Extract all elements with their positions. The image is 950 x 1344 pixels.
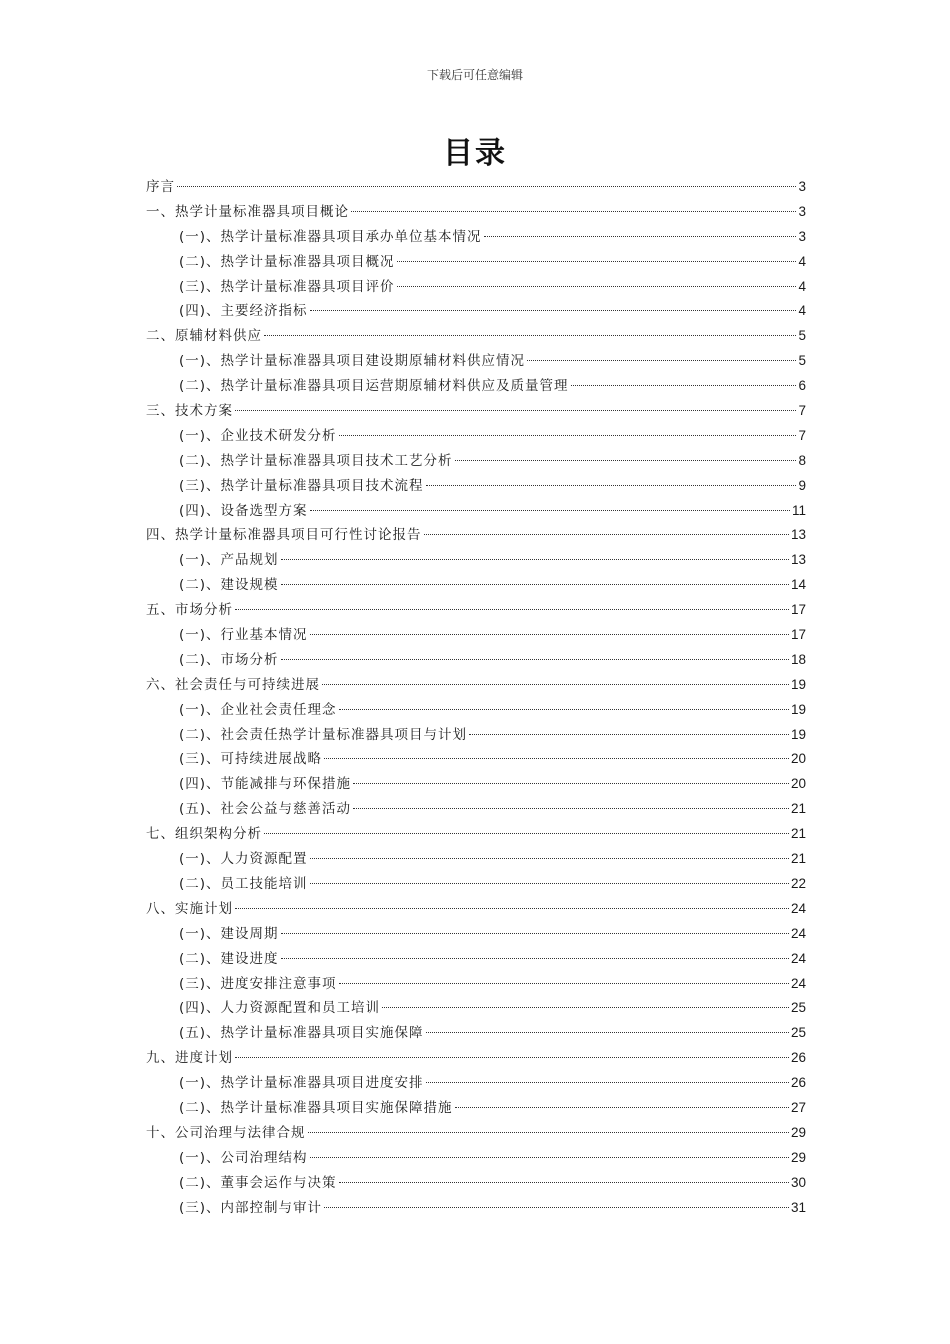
toc-entry-title: (一)、人力资源配置 (179, 851, 308, 868)
toc-dot-leader (235, 410, 796, 411)
toc-page-number: 5 (798, 328, 806, 344)
toc-entry[interactable] (146, 1171, 806, 1196)
toc-entry-title: 九、进度计划 (146, 1050, 233, 1067)
toc-page-number: 21 (790, 851, 806, 867)
toc-dot-leader (455, 1107, 789, 1108)
toc-page-number: 26 (790, 1075, 806, 1091)
toc-entry[interactable] (146, 324, 806, 349)
toc-dot-leader (455, 460, 797, 461)
toc-entry[interactable] (146, 449, 806, 474)
toc-entry-title: 五、市场分析 (146, 602, 233, 619)
toc-entry-title: (二)、员工技能培训 (179, 875, 308, 892)
toc-dot-leader (397, 261, 797, 262)
toc-entry[interactable] (146, 648, 806, 673)
toc-entry[interactable] (146, 1046, 806, 1071)
toc-entry-title: (三)、内部控制与审计 (179, 1199, 323, 1216)
toc-entry-title: (五)、热学计量标准器具项目实施保障 (179, 1025, 424, 1042)
toc-entry[interactable] (146, 797, 806, 822)
toc-entry[interactable] (146, 822, 806, 847)
toc-page-number: 7 (798, 427, 806, 443)
toc-entry-title: (三)、进度安排注意事项 (179, 975, 337, 992)
toc-entry-title: (三)、热学计量标准器具项目技术流程 (179, 477, 424, 494)
toc-dot-leader (281, 933, 789, 934)
toc-entry[interactable] (146, 947, 806, 972)
toc-page-number: 3 (798, 179, 806, 194)
toc-dot-leader (177, 186, 796, 187)
toc-page-number: 18 (790, 651, 806, 667)
toc-page-number: 4 (798, 278, 806, 294)
toc-page-number: 24 (790, 900, 806, 916)
toc-entry-title: (一)、行业基本情况 (179, 627, 308, 644)
toc-dot-leader (339, 435, 797, 436)
toc-dot-leader (339, 983, 789, 984)
toc-entry-title: (二)、建设进度 (179, 950, 279, 967)
toc-entry-title: (二)、热学计量标准器具项目运营期原辅材料供应及质量管理 (179, 378, 569, 395)
toc-entry-title: 六、社会责任与可持续进展 (146, 676, 320, 693)
toc-page-number: 25 (790, 1000, 806, 1016)
toc-entry[interactable] (146, 548, 806, 573)
toc-dot-leader (281, 659, 789, 660)
toc-dot-leader (397, 286, 797, 287)
page-title: 目录 (443, 136, 507, 171)
toc-entry[interactable] (146, 275, 806, 300)
toc-page-number: 25 (790, 1025, 806, 1041)
toc-entry-title: (一)、产品规划 (179, 552, 279, 569)
toc-entry-title: (五)、社会公益与慈善活动 (179, 801, 352, 818)
toc-page-number: 4 (798, 253, 806, 269)
toc-entry-title: 三、技术方案 (146, 403, 233, 420)
toc-dot-leader (353, 783, 789, 784)
toc-page-number: 30 (790, 1174, 806, 1190)
toc-entry[interactable] (146, 225, 806, 250)
toc-entry-title: (一)、企业社会责任理念 (179, 701, 337, 718)
toc-entry[interactable] (146, 474, 806, 499)
toc-dot-leader (324, 1207, 789, 1208)
toc-entry[interactable] (146, 499, 806, 524)
toc-entry[interactable] (146, 996, 806, 1021)
toc-dot-leader (310, 634, 789, 635)
toc-entry-title: 二、原辅材料供应 (146, 328, 262, 345)
toc-dot-leader (469, 734, 789, 735)
toc-entry-title: (四)、节能减排与环保措施 (179, 776, 352, 793)
toc-entry-title: 七、组织架构分析 (146, 826, 262, 843)
toc-entry-title: (四)、主要经济指标 (179, 303, 308, 320)
toc-dot-leader (310, 310, 797, 311)
toc-dot-leader (310, 1157, 789, 1158)
toc-page-number: 11 (791, 502, 806, 518)
toc-dot-leader (264, 335, 796, 336)
toc-dot-leader (426, 485, 797, 486)
toc-entry-title: (二)、热学计量标准器具项目实施保障措施 (179, 1099, 453, 1116)
toc-page-number: 20 (790, 751, 806, 767)
toc-entry[interactable] (146, 1196, 806, 1221)
toc-entry-title: 一、热学计量标准器具项目概论 (146, 203, 349, 220)
toc-dot-leader (322, 684, 789, 685)
toc-entry[interactable] (146, 200, 806, 225)
toc-entry-title: (二)、社会责任热学计量标准器具项目与计划 (179, 726, 468, 743)
toc-entry[interactable] (146, 897, 806, 922)
toc-page-number: 8 (798, 452, 806, 468)
toc-page-number: 7 (798, 403, 806, 419)
table-of-contents (146, 175, 806, 1220)
toc-dot-leader (310, 510, 790, 511)
toc-entry[interactable] (146, 872, 806, 897)
toc-dot-leader (235, 609, 789, 610)
toc-page-number: 19 (790, 726, 806, 742)
toc-page-number: 14 (790, 577, 806, 593)
toc-entry[interactable] (146, 772, 806, 797)
toc-dot-leader (339, 709, 789, 710)
toc-page-number: 20 (790, 776, 806, 792)
toc-dot-leader (308, 1132, 789, 1133)
toc-dot-leader (281, 584, 789, 585)
toc-entry-title: (二)、市场分析 (179, 651, 279, 668)
toc-entry-title: (二)、热学计量标准器具项目技术工艺分析 (179, 452, 453, 469)
toc-entry-title: 序言 (146, 179, 175, 195)
toc-page-number: 9 (798, 477, 806, 493)
toc-entry[interactable] (146, 523, 806, 548)
toc-page-number: 29 (790, 1149, 806, 1165)
toc-entry-title: (一)、公司治理结构 (179, 1149, 308, 1166)
toc-dot-leader (235, 908, 789, 909)
toc-entry[interactable] (146, 972, 806, 997)
toc-dot-leader (484, 236, 797, 237)
toc-entry-title: (四)、设备选型方案 (179, 502, 308, 519)
toc-page-number: 22 (790, 875, 806, 891)
toc-dot-leader (281, 559, 789, 560)
toc-page-number: 19 (790, 676, 806, 692)
toc-entry[interactable] (146, 698, 806, 723)
toc-entry[interactable] (146, 623, 806, 648)
toc-entry[interactable] (146, 747, 806, 772)
toc-entry-title: (一)、热学计量标准器具项目进度安排 (179, 1075, 424, 1092)
toc-entry-title: 十、公司治理与法律合规 (146, 1124, 306, 1141)
toc-entry[interactable] (146, 723, 806, 748)
toc-entry[interactable] (146, 673, 806, 698)
toc-page-number: 6 (798, 378, 806, 394)
toc-page-number: 19 (790, 701, 806, 717)
toc-page-number: 24 (790, 925, 806, 941)
toc-entry[interactable] (146, 250, 806, 275)
toc-entry-title: (四)、人力资源配置和员工培训 (179, 1000, 381, 1017)
header-note: 下载后可任意编辑 (426, 68, 523, 82)
toc-entry-title: (三)、可持续进展战略 (179, 751, 323, 768)
toc-page-number: 3 (798, 203, 806, 219)
toc-page-number: 24 (790, 950, 806, 966)
toc-entry-title: (二)、建设规模 (179, 577, 279, 594)
toc-entry-title: (二)、热学计量标准器具项目概况 (179, 253, 395, 270)
toc-entry[interactable] (146, 374, 806, 399)
toc-dot-leader (235, 1057, 789, 1058)
toc-page-number: 3 (798, 228, 806, 244)
toc-entry-title: (一)、企业技术研发分析 (179, 427, 337, 444)
toc-entry-title: (一)、热学计量标准器具项目建设期原辅材料供应情况 (179, 353, 526, 370)
toc-page-number: 26 (790, 1050, 806, 1066)
toc-entry-title: (一)、建设周期 (179, 925, 279, 942)
toc-page-number: 17 (790, 627, 806, 643)
toc-dot-leader (353, 808, 789, 809)
toc-entry[interactable] (146, 847, 806, 872)
toc-dot-leader (324, 758, 789, 759)
toc-entry[interactable] (146, 349, 806, 374)
toc-dot-leader (310, 883, 789, 884)
toc-dot-leader (281, 958, 789, 959)
toc-dot-leader (310, 858, 789, 859)
toc-page-number: 21 (790, 801, 806, 817)
toc-entry[interactable] (146, 175, 806, 200)
toc-entry[interactable] (146, 1021, 806, 1046)
toc-page-number: 27 (790, 1099, 806, 1115)
toc-dot-leader (351, 211, 796, 212)
toc-dot-leader (571, 385, 797, 386)
toc-page-number: 17 (790, 602, 806, 618)
toc-page-number: 29 (790, 1124, 806, 1140)
toc-entry-title: (三)、热学计量标准器具项目评价 (179, 278, 395, 295)
toc-dot-leader (339, 1182, 789, 1183)
toc-entry[interactable] (146, 1146, 806, 1171)
toc-entry[interactable] (146, 424, 806, 449)
toc-entry-title: (二)、董事会运作与决策 (179, 1174, 337, 1191)
toc-entry[interactable] (146, 922, 806, 947)
toc-entry-title: 四、热学计量标准器具项目可行性讨论报告 (146, 527, 422, 544)
toc-dot-leader (382, 1007, 789, 1008)
toc-page-number: 13 (790, 527, 806, 543)
toc-entry[interactable] (146, 598, 806, 623)
toc-entry[interactable] (146, 299, 806, 324)
toc-entry[interactable] (146, 573, 806, 598)
toc-dot-leader (527, 360, 796, 361)
toc-entry[interactable] (146, 399, 806, 424)
toc-page-number: 4 (798, 303, 806, 319)
toc-dot-leader (424, 534, 789, 535)
toc-page-number: 13 (790, 552, 806, 568)
toc-page-number: 31 (790, 1199, 806, 1215)
toc-page-number: 21 (790, 826, 806, 842)
toc-entry[interactable] (146, 1121, 806, 1146)
toc-dot-leader (264, 833, 789, 834)
toc-page-number: 24 (790, 975, 806, 991)
toc-entry[interactable] (146, 1096, 806, 1121)
toc-entry-title: (一)、热学计量标准器具项目承办单位基本情况 (179, 228, 482, 245)
toc-page-number: 5 (798, 353, 806, 369)
toc-dot-leader (426, 1032, 789, 1033)
toc-entry-title: 八、实施计划 (146, 900, 233, 917)
toc-dot-leader (426, 1082, 789, 1083)
toc-entry[interactable] (146, 1071, 806, 1096)
